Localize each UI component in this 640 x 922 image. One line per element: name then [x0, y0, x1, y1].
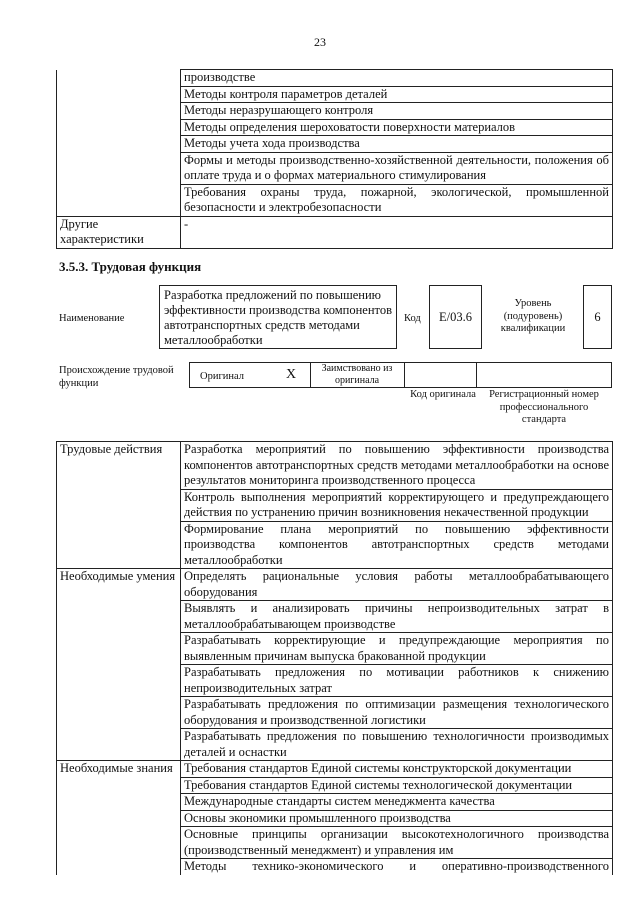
level-label: Уровень (подуровень) квалификации — [500, 298, 566, 334]
level-value-box: 6 — [583, 285, 612, 349]
section-title: 3.5.3. Трудовая функция — [59, 259, 202, 274]
origin-label: Происхождение трудовой функции — [59, 365, 174, 389]
function-name-box: Разработка предложений по повышению эффективности производства компонентов автотранспортных средств методами металлообработки — [159, 285, 397, 349]
knowledge-item: Основы экономики промышленного производства — [181, 810, 613, 827]
name-label: Наименование — [59, 313, 125, 324]
action-item: Контроль выполнения мероприятий корректирующего и предупреждающего действия по устранению причин возникновения некачественной продукции — [181, 489, 613, 521]
code-original-caption: Код оригинала — [410, 389, 476, 400]
skill-item: Разрабатывать корректирующие и предупреждающие мероприятия по выявленным причинам выпуска бракованной продукции — [181, 633, 613, 665]
table-row — [57, 442, 613, 490]
divider — [404, 363, 405, 387]
knowledge-item: Методы учета хода производства — [181, 136, 613, 153]
skill-item: Разрабатывать предложения по повышению технологичности производимых деталей и оснастки — [181, 729, 613, 761]
knowledge-item: Методы контроля параметров деталей — [181, 86, 613, 103]
knowledge-item: Основные принципы организации высокотехнологичного производства (производственный менеджмент) и управления им — [181, 827, 613, 859]
reg-number-caption: Регистрационный номер профессионального стандарта — [489, 389, 599, 425]
divider — [476, 363, 477, 387]
knowledge-item: Требования стандартов Единой системы технологической документации — [181, 777, 613, 794]
divider — [310, 363, 311, 387]
skill-item: Разрабатывать предложения по мотивации работников к снижению непроизводительных затрат — [181, 665, 613, 697]
knowledge-item: Формы и методы производственно-хозяйственной деятельности, положения об оплате труда и о формах материального стимулирования — [181, 152, 613, 184]
code-value-box: E/03.6 — [429, 285, 482, 349]
knowledge-item: Методы технико-экономического и оперативно-производственного — [181, 859, 613, 875]
knowledge-item: Требования стандартов Единой системы конструкторской документации — [181, 761, 613, 778]
skill-item: Разрабатывать предложения по оптимизации размещения технологического оборудования и производственной логистики — [181, 697, 613, 729]
table-row — [57, 70, 613, 87]
table-row — [57, 569, 613, 601]
origin-row — [189, 362, 612, 388]
other-characteristics-value: - — [181, 216, 613, 248]
actions-label: Трудовые действия — [57, 442, 181, 569]
action-item: Формирование плана мероприятий по повышению эффективности производства компонентов автотранспортных средств методами металлообработки — [181, 521, 613, 569]
knowledge-item: Требования охраны труда, пожарной, экологической, промышленной безопасности и электробезопасности — [181, 184, 613, 216]
table-row — [57, 761, 613, 778]
knowledge-item: производстве — [181, 70, 613, 87]
top-knowledge-table — [56, 69, 613, 249]
borrowed-label: Заимствовано из оригинала — [321, 363, 393, 386]
knowledge-item: Международные стандарты систем менеджмента качества — [181, 794, 613, 811]
page-number: 23 — [314, 35, 326, 49]
action-item: Разработка мероприятий по повышению эффективности производства компонентов автотранспортных средств методами металлообработки на основе результатов мониторинга производственного процесса — [181, 442, 613, 490]
knowledge-item: Методы определения шероховатости поверхности материалов — [181, 119, 613, 136]
function-details-table — [56, 441, 613, 875]
original-mark: X — [286, 367, 297, 382]
skill-item: Выявлять и анализировать причины непроизводительных затрат в металлообрабатывающем производстве — [181, 601, 613, 633]
original-label: Оригинал — [200, 371, 244, 382]
other-characteristics-label: Другие характеристики — [57, 216, 181, 248]
knowledge-item: Методы неразрушающего контроля — [181, 103, 613, 120]
knowledge-label: Необходимые знания — [57, 761, 181, 875]
table-row — [57, 216, 613, 248]
skills-label: Необходимые умения — [57, 569, 181, 761]
code-label: Код — [404, 313, 421, 324]
skill-item: Определять рациональные условия работы металлообрабатывающего оборудования — [181, 569, 613, 601]
